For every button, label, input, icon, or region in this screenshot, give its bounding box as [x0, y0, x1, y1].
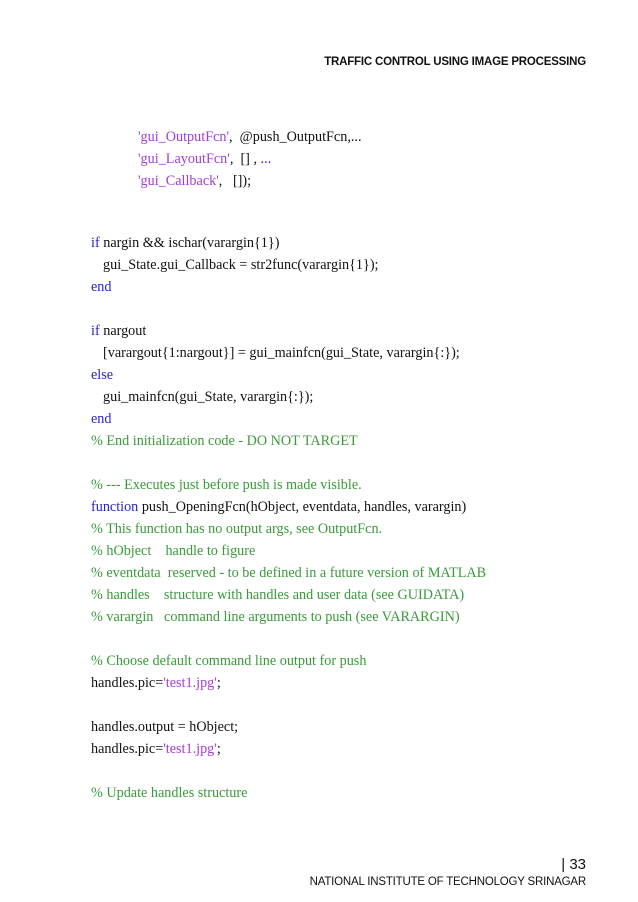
string-literal: 'test1.jpg' [163, 675, 217, 691]
page-number: | 33 [561, 856, 586, 873]
comment-line: % --- Executes just before push is made visible. [91, 477, 362, 493]
comment-line: % This function has no output args, see OutputFcn. [91, 521, 383, 537]
keyword: if [91, 323, 100, 339]
code-line [91, 320, 611, 342]
code-line [91, 126, 611, 148]
comment-line: % End initialization code - DO NOT TARGET [91, 433, 358, 449]
keyword: else [91, 367, 114, 383]
keyword: end [91, 279, 112, 295]
code-line [91, 496, 611, 518]
code-text: , [] , [229, 151, 261, 167]
continuation-ellipsis: ... [260, 151, 272, 167]
code-line [91, 148, 611, 170]
code-text: , []); [218, 173, 252, 189]
code-line: [varargout{1:nargout}] = gui_mainfcn(gui_State, varargin{:}); [103, 345, 460, 361]
code-line [91, 170, 611, 192]
code-text: , @push_OutputFcn,... [229, 129, 362, 145]
keyword: if [91, 235, 100, 251]
running-header: TRAFFIC CONTROL USING IMAGE PROCESSING [324, 56, 586, 68]
code-text: ; [216, 675, 221, 691]
comment-line: % handles structure with handles and user data (see GUIDATA) [91, 587, 465, 603]
keyword: end [91, 411, 112, 427]
code-text: nargout [99, 323, 147, 339]
string-literal: 'gui_Callback' [138, 173, 219, 189]
comment-line: % eventdata reserved - to be defined in a future version of MATLAB [91, 565, 487, 581]
code-line [91, 364, 611, 386]
code-listing [91, 126, 611, 804]
code-line [91, 232, 611, 254]
comment-line: % Choose default command line output for push [91, 653, 367, 669]
string-literal: 'gui_OutputFcn' [138, 129, 230, 145]
comment-line: % hObject handle to figure [91, 543, 256, 559]
running-footer: NATIONAL INSTITUTE OF TECHNOLOGY SRINAGAR [309, 876, 586, 888]
code-line [91, 408, 611, 430]
code-text: handles.pic= [91, 675, 164, 691]
code-text: push_OpeningFcn(hObject, eventdata, handles, varargin) [138, 499, 467, 515]
code-text: ; [216, 741, 221, 757]
comment-line: % Update handles structure [91, 785, 248, 801]
code-text: nargin && ischar(varargin{1}) [99, 235, 280, 251]
code-line: gui_mainfcn(gui_State, varargin{:}); [103, 389, 314, 405]
comment-line: % varargin command line arguments to push (see VARARGIN) [91, 609, 460, 625]
string-literal: 'gui_LayoutFcn' [138, 151, 230, 167]
code-line [91, 276, 611, 298]
string-literal: 'test1.jpg' [163, 741, 217, 757]
code-line: gui_State.gui_Callback = str2func(varargin{1}); [103, 257, 379, 273]
keyword: function [91, 499, 139, 515]
code-line [91, 672, 611, 694]
code-line: handles.output = hObject; [91, 719, 239, 735]
code-text: handles.pic= [91, 741, 164, 757]
code-line [91, 738, 611, 760]
